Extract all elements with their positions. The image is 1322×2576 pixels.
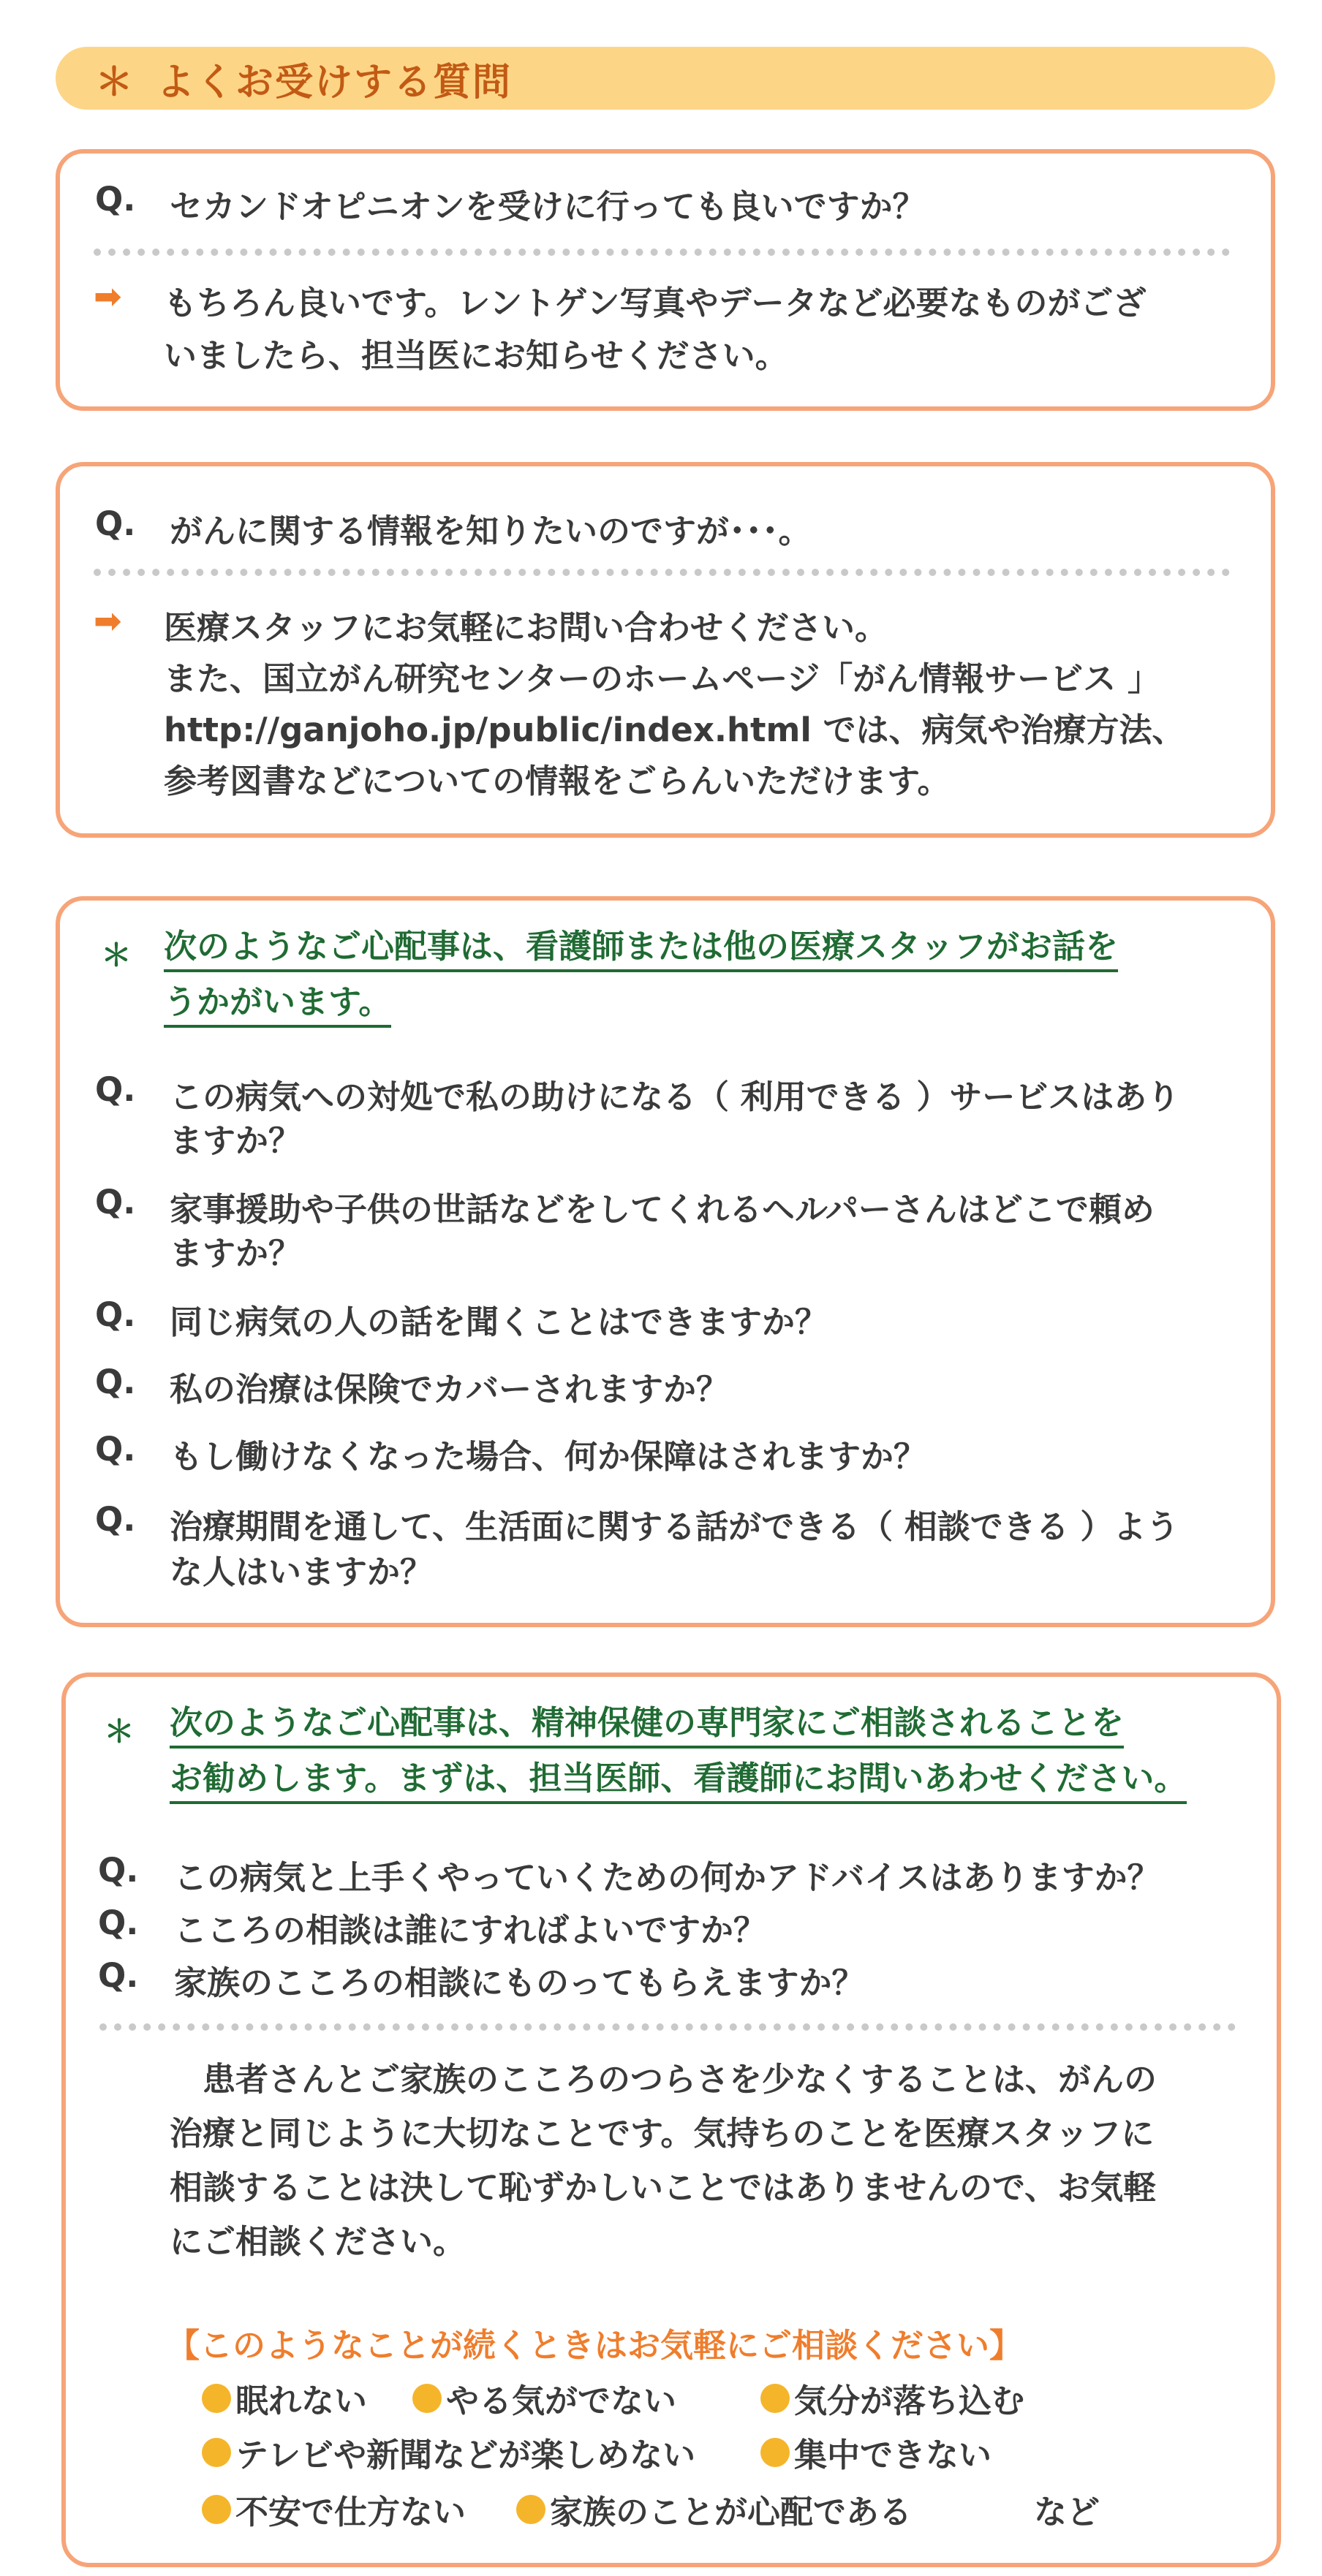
question-text: 私の治療は保険でカバーされますか？ xyxy=(170,1370,730,1409)
dotted-divider xyxy=(99,2023,1236,2031)
etc-label: など xyxy=(1034,2493,1100,2531)
arrow-right-icon: ➡ xyxy=(94,601,122,640)
section-heading: 次のようなご心配事は、精神保健の専門家にご相談されることを xyxy=(170,1702,1124,1749)
question-mark-label: Q. xyxy=(95,504,136,543)
question-text: な人はいますか？ xyxy=(170,1553,434,1591)
page-title: よくお受けする質問 xyxy=(156,60,513,105)
question-mark-label: Q. xyxy=(95,1070,136,1109)
symptom-item: やる気がでない xyxy=(412,2374,676,2422)
question-text: こころの相談は誰にすればよいですか？ xyxy=(174,1911,767,1950)
bullet-dot-icon xyxy=(760,2384,790,2413)
section-heading: 次のようなご心配事は、看護師または他の医療スタッフがお話を xyxy=(164,925,1118,972)
question-text: 同じ病気の人の話を聞くことはできますか？ xyxy=(170,1303,828,1341)
question-text: セカンドオピニオンを受けに行っても良いですか？ xyxy=(170,187,926,226)
symptom-item: 不安で仕方ない xyxy=(202,2485,466,2533)
question-text: がんに関する情報を知りたいのですが･･･。 xyxy=(170,512,812,550)
answer-line: 参考図書などについての情報をごらんいただけます。 xyxy=(164,762,951,800)
question-text: この病気への対処で私の助けになる（ 利用できる ）サービスはあり xyxy=(170,1077,1180,1116)
asterisk-icon: ＊ xyxy=(104,1713,135,1749)
symptom-item: 気分が落ち込む xyxy=(760,2374,1024,2422)
question-text: もし働けなくなった場合、何か保障はされますか？ xyxy=(170,1437,927,1476)
question-text: この病気と上手くやっていくための何かアドバイスはありますか？ xyxy=(174,1858,1160,1897)
symptom-item: 集中できない xyxy=(760,2428,992,2476)
section-heading: うかがいます。 xyxy=(164,981,391,1028)
question-text: 家事援助や子供の世話などをしてくれるヘルパーさんはどこで頼め xyxy=(170,1190,1155,1229)
arrow-right-icon: ➡ xyxy=(94,276,122,316)
symptom-item: 眠れない xyxy=(202,2374,367,2422)
answer-line: また、国立がん研究センターのホームページ「がん情報サービス 」 xyxy=(164,659,1160,698)
answer-line: もちろん良いです。レントゲン写真やデータなど必要なものがござ xyxy=(164,284,1147,322)
paragraph-line: 治療と同じように大切なことです。気持ちのことを医療スタッフに xyxy=(170,2114,1155,2153)
dotted-divider xyxy=(94,569,1230,576)
symptom-item: テレビや新聞などが楽しめない xyxy=(202,2428,695,2476)
answer-line: 医療スタッフにお気軽にお問い合わせください。 xyxy=(164,608,888,647)
question-mark-label: Q. xyxy=(98,1956,139,1995)
bullet-dot-icon xyxy=(202,2384,231,2413)
bullet-dot-icon xyxy=(760,2438,790,2467)
bullet-dot-icon xyxy=(202,2495,231,2524)
asterisk-icon: ＊ xyxy=(95,60,135,105)
answer-line-with-url: http://ganjoho.jp/public/index.html では、病気や治療方法、 xyxy=(164,711,1185,749)
question-mark-label: Q. xyxy=(98,1851,139,1890)
paragraph-line: にご相談ください。 xyxy=(170,2222,467,2261)
question-text: 治療期間を通して、生活面に関する話ができる（ 相談できる ）よう xyxy=(170,1507,1179,1546)
dotted-divider xyxy=(94,249,1230,256)
question-mark-label: Q. xyxy=(98,1903,139,1942)
symptom-item: 家族のことが心配である xyxy=(516,2485,912,2533)
answer-line: いましたら、担当医にお知らせください。 xyxy=(164,336,788,375)
question-mark-label: Q. xyxy=(95,1363,136,1401)
paragraph-line: 相談することは決して恥ずかしいことではありませんので、お気軽 xyxy=(170,2168,1157,2207)
page-header xyxy=(56,47,1275,110)
bullet-dot-icon xyxy=(202,2438,231,2467)
paragraph-line: 患者さんとご家族のこころのつらさを少なくすることは、がんの xyxy=(170,2060,1157,2099)
question-mark-label: Q. xyxy=(95,1183,136,1221)
question-text: ますか？ xyxy=(170,1234,302,1273)
symptoms-title: 【このようなことが続くときはお気軽にご相談ください】 xyxy=(167,2326,1023,2365)
question-mark-label: Q. xyxy=(95,180,136,219)
question-mark-label: Q. xyxy=(95,1295,136,1334)
bullet-dot-icon xyxy=(516,2495,545,2524)
section-heading: お勧めします。まずは、担当医師、看護師にお問いあわせください。 xyxy=(170,1757,1187,1804)
asterisk-icon: ＊ xyxy=(101,937,132,973)
question-mark-label: Q. xyxy=(95,1500,136,1539)
question-mark-label: Q. xyxy=(95,1430,136,1469)
question-text: ますか？ xyxy=(170,1121,302,1160)
bullet-dot-icon xyxy=(412,2384,442,2413)
question-text: 家族のこころの相談にものってもらえますか？ xyxy=(174,1963,865,2002)
